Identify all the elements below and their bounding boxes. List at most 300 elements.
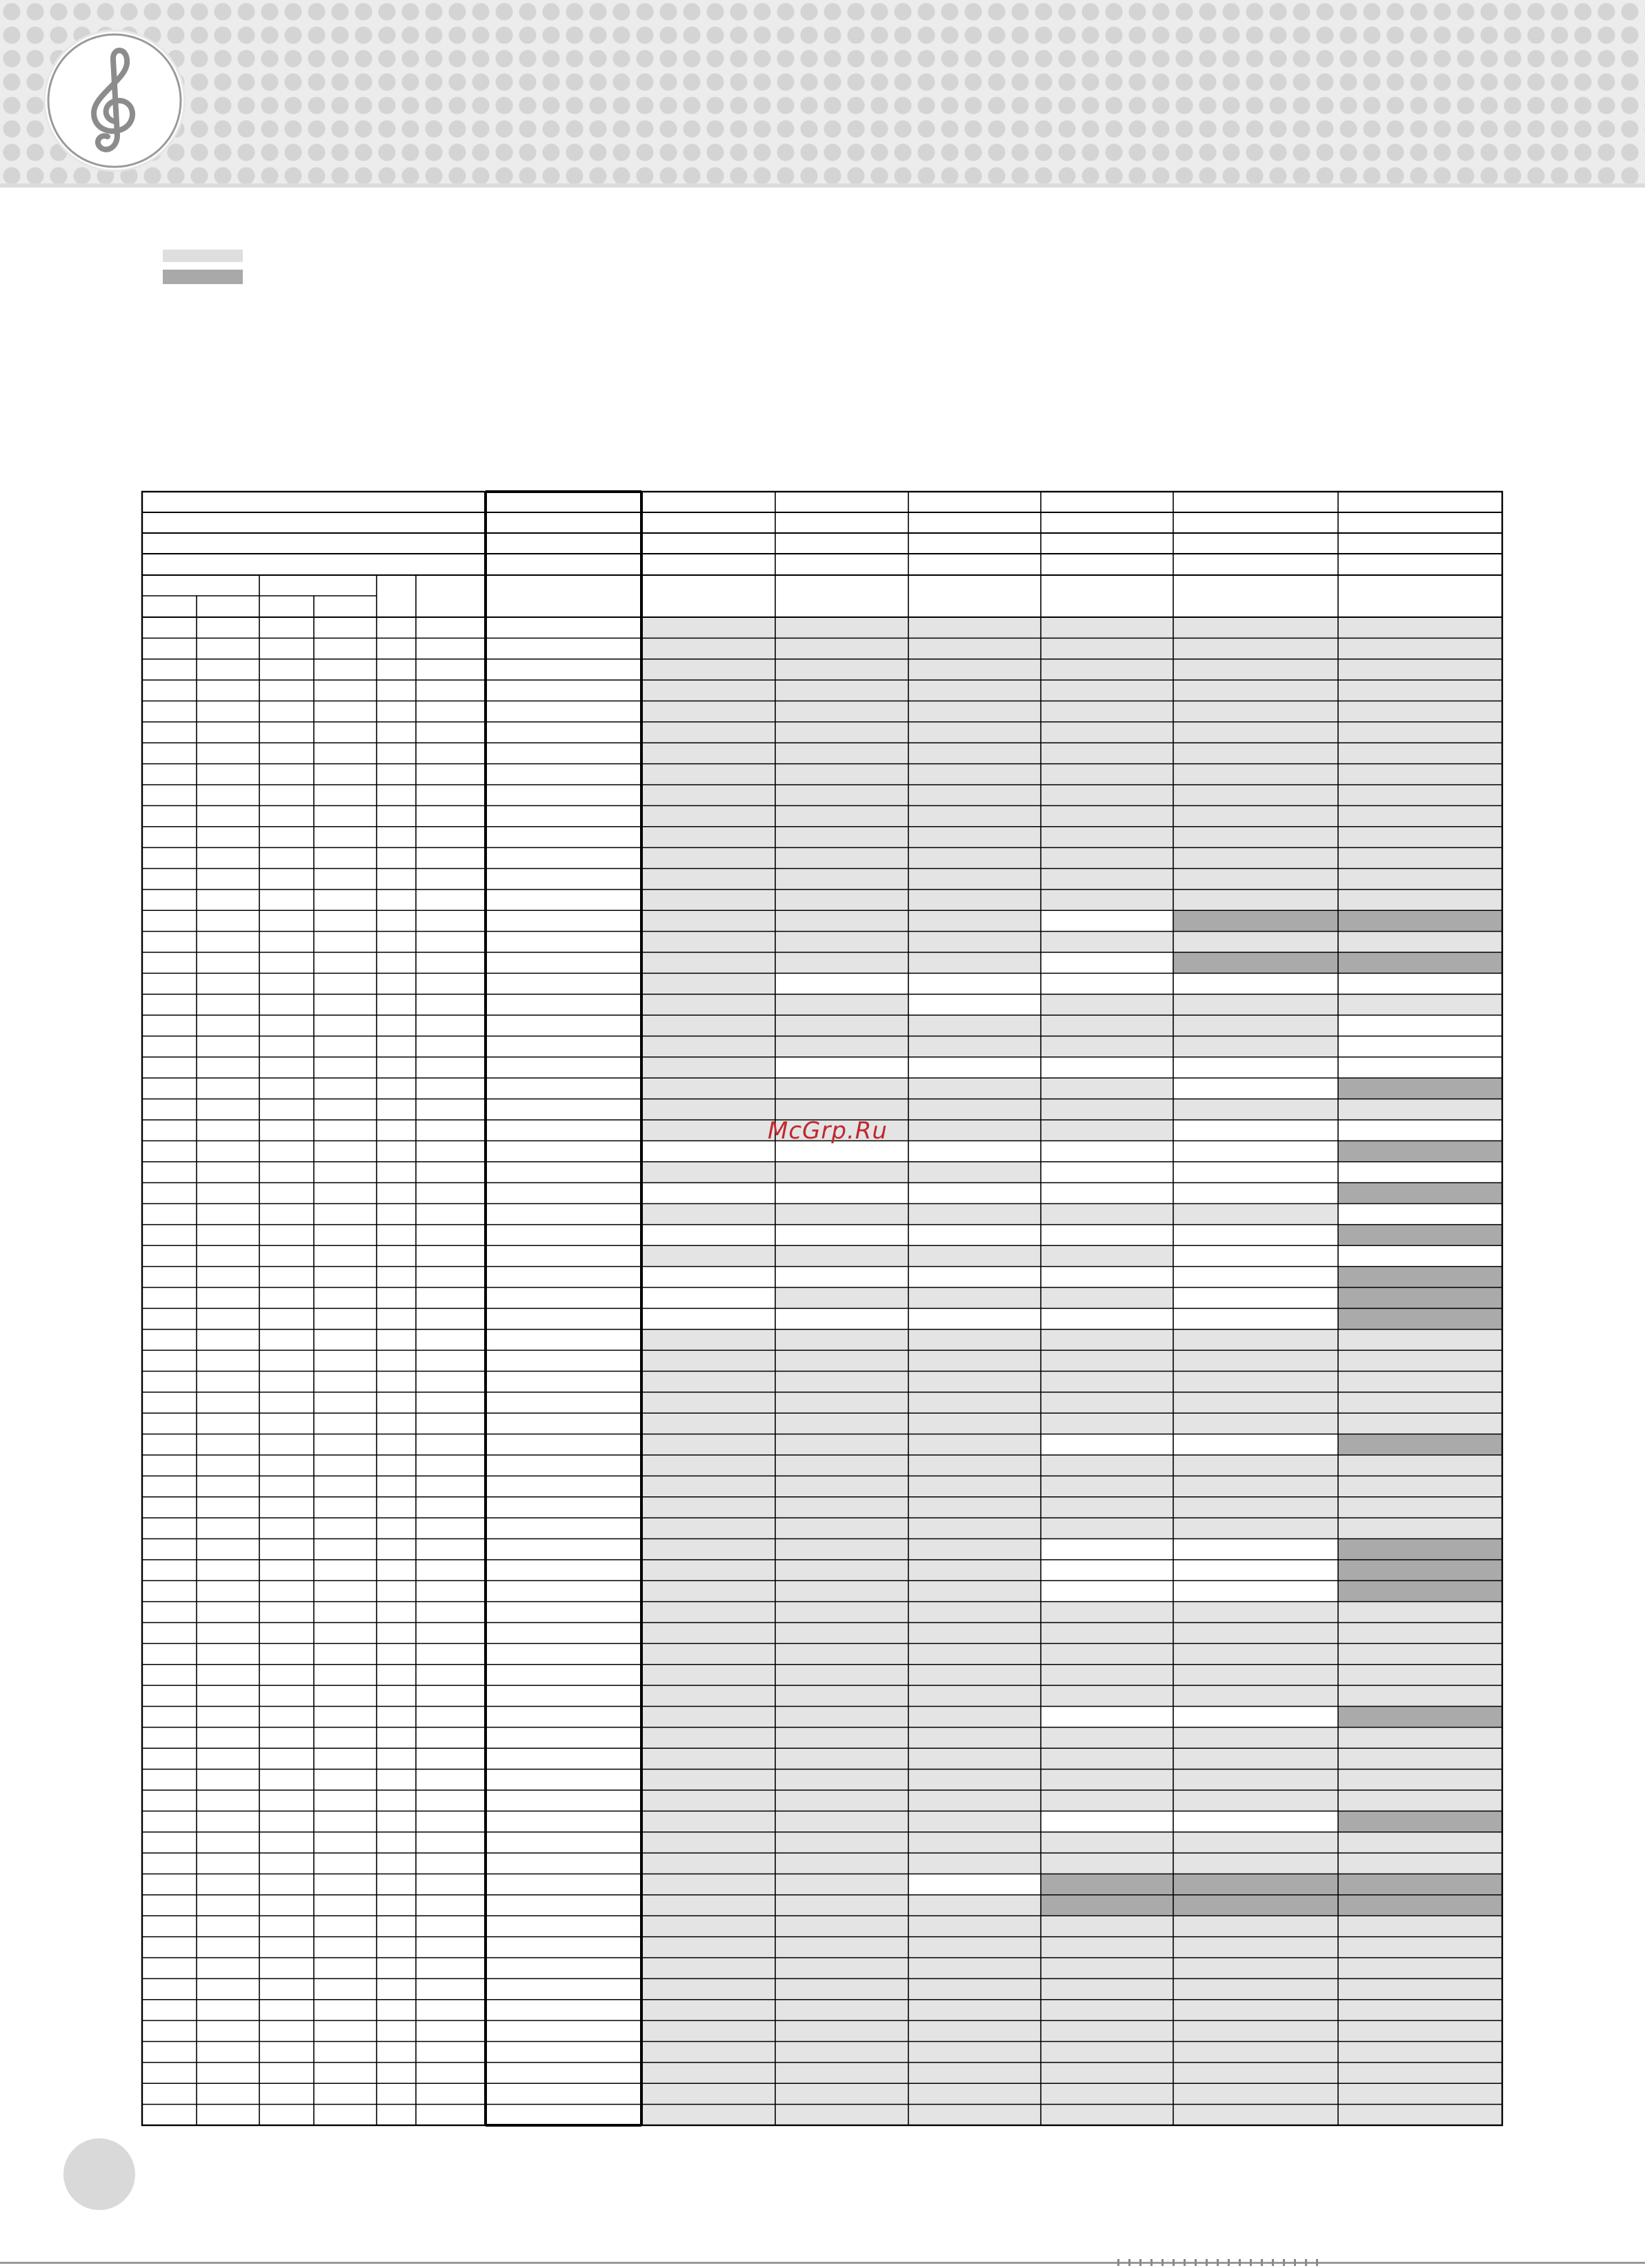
table-cell-light — [775, 952, 908, 973]
table-cell-light — [641, 1455, 775, 1476]
table-cell-light — [1173, 764, 1338, 785]
table-cell-light — [1041, 1287, 1173, 1308]
table-cell-light — [1041, 1685, 1173, 1706]
table-cell-light — [1338, 1455, 1502, 1476]
table-cell-light — [908, 1162, 1041, 1183]
table-cell-light — [641, 701, 775, 722]
table-cell-dark — [1338, 1183, 1502, 1203]
table-cell-light — [775, 1707, 908, 1727]
table-cell-light — [775, 1204, 908, 1225]
table-cell-light — [641, 764, 775, 785]
table-cell-light — [1338, 680, 1502, 701]
table-cell-light — [641, 1162, 775, 1183]
table-cell-light — [908, 1413, 1041, 1434]
table-cell-light — [1041, 1476, 1173, 1496]
table-cell-light — [908, 932, 1041, 952]
table-cell-light — [775, 1539, 908, 1560]
table-cell-light — [908, 1665, 1041, 1685]
table-cell-light — [1338, 1727, 1502, 1748]
table-cell-light — [908, 1497, 1041, 1518]
table-cell-light — [641, 1015, 775, 1036]
table-cell-light — [775, 1455, 908, 1476]
table-cell-light — [641, 973, 775, 994]
watermark-text: McGrp.Ru — [768, 1117, 888, 1145]
table-cell-light — [1041, 701, 1173, 722]
table-cell-light — [1173, 1978, 1338, 1999]
table-cell-dark — [1173, 952, 1338, 973]
table-cell-light — [908, 1120, 1041, 1141]
table-cell-dark — [1338, 1287, 1502, 1308]
table-cell-light — [1173, 1518, 1338, 1538]
table-cell-light — [908, 910, 1041, 931]
table-cell-light — [775, 1036, 908, 1057]
table-cell-light — [1173, 1958, 1338, 1978]
table-cell-light — [1173, 638, 1338, 659]
table-cell-light — [1338, 1476, 1502, 1496]
table-cell-light — [641, 1790, 775, 1811]
table-cell-light — [775, 1078, 908, 1098]
table-cell-light — [1041, 1727, 1173, 1748]
table-cell-light — [775, 1518, 908, 1538]
table-cell-light — [908, 1329, 1041, 1350]
table-cell-light — [1041, 1392, 1173, 1413]
table-cell-light — [641, 1748, 775, 1769]
table-cell-light — [775, 1832, 908, 1853]
table-cell-light — [641, 1372, 775, 1392]
table-cell-light — [908, 847, 1041, 868]
table-cell-light — [775, 1916, 908, 1936]
table-cell-light — [908, 1476, 1041, 1496]
table-cell-light — [775, 764, 908, 785]
table-cell-light — [641, 1036, 775, 1057]
table-cell-light — [775, 932, 908, 952]
table-cell-light — [641, 743, 775, 763]
table-cell-light — [641, 2105, 775, 2125]
table-cell-light — [1338, 1853, 1502, 1874]
table-cell-light — [775, 638, 908, 659]
table-cell-light — [908, 805, 1041, 826]
table-cell-light — [1041, 1937, 1173, 1958]
table-cell-light — [775, 1623, 908, 1643]
table-cell-light — [641, 617, 775, 638]
page-number-dot — [63, 2138, 135, 2210]
table-cell-light — [641, 1329, 775, 1350]
table-cell-light — [908, 1392, 1041, 1413]
table-cell-light — [641, 1958, 775, 1978]
table-cell-light — [1338, 1665, 1502, 1685]
table-cell-light — [1173, 869, 1338, 890]
table-cell-light — [908, 1727, 1041, 1748]
table-cell-light — [1173, 2042, 1338, 2063]
table-cell-light — [1173, 701, 1338, 722]
table-cell-light — [1041, 1916, 1173, 1936]
table-cell-dark — [1338, 1560, 1502, 1580]
table-cell-light — [1338, 743, 1502, 763]
table-cell-light — [1173, 1036, 1338, 1057]
table-cell-light — [908, 1518, 1041, 1538]
table-cell-light — [1173, 1790, 1338, 1811]
table-cell-light — [908, 701, 1041, 722]
table-cell-light — [1338, 2042, 1502, 2063]
table-cell-light — [908, 743, 1041, 763]
table-cell-light — [908, 2063, 1041, 2083]
table-cell-light — [641, 1665, 775, 1685]
table-cell-dark — [1338, 1141, 1502, 1161]
table-cell-light — [1041, 1372, 1173, 1392]
table-cell-light — [1041, 1978, 1173, 1999]
table-cell-light — [1173, 2000, 1338, 2020]
table-cell-light — [775, 1874, 908, 1895]
table-cell-light — [1041, 1036, 1173, 1057]
table-cell-light — [908, 680, 1041, 701]
table-cell-light — [1041, 2000, 1173, 2020]
table-cell-light — [1173, 2063, 1338, 2083]
table-cell-light — [775, 1580, 908, 1601]
footer-tick-marks — [1117, 2259, 1324, 2266]
table-cell-light — [1338, 869, 1502, 890]
table-cell-light — [775, 785, 908, 805]
table-cell-light — [908, 1539, 1041, 1560]
table-cell-light — [775, 1287, 908, 1308]
table-cell-light — [641, 1853, 775, 1874]
table-cell-light — [641, 785, 775, 805]
table-cell-dark — [1338, 952, 1502, 973]
table-cell-light — [1041, 1413, 1173, 1434]
table-cell-light — [1173, 847, 1338, 868]
table-cell-light — [1041, 743, 1173, 763]
table-cell-light — [775, 1958, 908, 1978]
table-cell-light — [1173, 1413, 1338, 1434]
table-cell-light — [908, 1623, 1041, 1643]
table-cell-light — [1041, 1665, 1173, 1685]
table-cell-light — [1173, 743, 1338, 763]
table-cell-light — [1173, 1916, 1338, 1936]
table-cell-light — [641, 2000, 775, 2020]
table-cell-light — [1338, 994, 1502, 1015]
table-cell-light — [1338, 890, 1502, 910]
table-cell-light — [641, 1916, 775, 1936]
table-cell-light — [1173, 932, 1338, 952]
table-cell-light — [908, 1811, 1041, 1832]
table-cell-light — [1173, 1853, 1338, 1874]
table-cell-light — [908, 2083, 1041, 2104]
table-cell-light — [908, 1036, 1041, 1057]
table-cell-light — [775, 2020, 908, 2041]
table-cell-light — [775, 1895, 908, 1916]
table-cell-light — [1041, 1455, 1173, 1476]
table-cell-light — [1041, 1643, 1173, 1664]
table-cell-light — [908, 1978, 1041, 1999]
table-cell-light — [1338, 764, 1502, 785]
table-cell-light — [775, 743, 908, 763]
table-cell-light — [1338, 2000, 1502, 2020]
table-cell-light — [641, 1643, 775, 1664]
table-cell-light — [1041, 680, 1173, 701]
table-cell-light — [1338, 1769, 1502, 1790]
table-cell-light — [1173, 1665, 1338, 1685]
table-cell-light — [641, 1623, 775, 1643]
table-cell-light — [775, 1978, 908, 1999]
table-cell-light — [775, 1413, 908, 1434]
table-cell-light — [908, 1350, 1041, 1371]
table-cell-light — [641, 638, 775, 659]
table-cell-light — [641, 1392, 775, 1413]
table-cell-light — [1041, 1245, 1173, 1266]
table-cell-light — [908, 1078, 1041, 1098]
table-cell-light — [641, 910, 775, 931]
table-cell-light — [1338, 1643, 1502, 1664]
table-cell-light — [908, 1685, 1041, 1706]
table-cell-light — [775, 1392, 908, 1413]
table-cell-light — [908, 1916, 1041, 1936]
table-cell-light — [908, 617, 1041, 638]
table-cell-light — [1041, 1120, 1173, 1141]
table-cell-light — [1338, 1790, 1502, 1811]
table-cell-light — [908, 1287, 1041, 1308]
table-cell-light — [908, 1707, 1041, 1727]
table-cell-light — [641, 1434, 775, 1455]
table-cell-light — [641, 932, 775, 952]
table-cell-dark — [1338, 1874, 1502, 1895]
table-cell-light — [1173, 617, 1338, 638]
table-cell-light — [1173, 1602, 1338, 1623]
table-cell-light — [908, 952, 1041, 973]
table-cell-light — [641, 722, 775, 743]
table-cell-dark — [1338, 1895, 1502, 1916]
table-cell-light — [641, 2042, 775, 2063]
table-cell-light — [908, 1602, 1041, 1623]
table-cell-light — [775, 2000, 908, 2020]
table-cell-light — [775, 1497, 908, 1518]
table-cell-light — [908, 1937, 1041, 1958]
table-cell-light — [908, 1099, 1041, 1120]
table-cell-light — [1041, 764, 1173, 785]
table-cell-dark — [1041, 1874, 1173, 1895]
table-cell-light — [1041, 638, 1173, 659]
table-cell-light — [775, 1162, 908, 1183]
table-cell-light — [908, 1643, 1041, 1664]
table-cell-light — [775, 1685, 908, 1706]
table-cell-light — [1041, 1958, 1173, 1978]
table-cell-light — [1041, 890, 1173, 910]
table-cell-light — [908, 2105, 1041, 2125]
table-cell-light — [775, 847, 908, 868]
table-cell-light — [1041, 1832, 1173, 1853]
table-cell-light — [641, 1832, 775, 1853]
table-cell-light — [908, 785, 1041, 805]
table-cell-light — [1041, 847, 1173, 868]
table-cell-light — [641, 1245, 775, 1266]
table-cell-light — [775, 1748, 908, 1769]
table-cell-light — [1338, 1916, 1502, 1936]
table-cell-light — [908, 1790, 1041, 1811]
table-cell-light — [1173, 1937, 1338, 1958]
table-cell-light — [1338, 827, 1502, 847]
table-cell-light — [1041, 1748, 1173, 1769]
table-cell-light — [641, 869, 775, 890]
table-cell-light — [775, 1476, 908, 1496]
table-cell-dark — [1173, 910, 1338, 931]
table-cell-light — [1173, 659, 1338, 680]
table-cell-light — [1338, 1602, 1502, 1623]
table-cell-light — [641, 1727, 775, 1748]
table-cell-light — [908, 1204, 1041, 1225]
table-cell-light — [1173, 890, 1338, 910]
table-cell-light — [1041, 2042, 1173, 2063]
table-cell-light — [775, 1665, 908, 1685]
table-cell-light — [775, 2063, 908, 2083]
table-cell-light — [1338, 1958, 1502, 1978]
table-cell-light — [775, 1245, 908, 1266]
table-cell-light — [775, 805, 908, 826]
table-cell-light — [641, 1937, 775, 1958]
table-cell-light — [1041, 1015, 1173, 1036]
table-cell-light — [775, 2105, 908, 2125]
table-cell-light — [641, 1978, 775, 1999]
table-cell-light — [775, 1790, 908, 1811]
table-cell-light — [641, 805, 775, 826]
table-cell-light — [908, 764, 1041, 785]
table-cell-light — [775, 722, 908, 743]
table-cell-light — [641, 2020, 775, 2041]
table-cell-light — [1173, 1685, 1338, 1706]
table-cell-light — [641, 680, 775, 701]
table-cell-light — [1041, 932, 1173, 952]
table-cell-light — [908, 1853, 1041, 1874]
table-cell-light — [1173, 1832, 1338, 1853]
table-cell-light — [1173, 1372, 1338, 1392]
table-cell-dark — [1173, 1895, 1338, 1916]
table-cell-light — [641, 890, 775, 910]
table-cell-light — [775, 1643, 908, 1664]
table-cell-light — [908, 2000, 1041, 2020]
table-cell-dark — [1338, 1078, 1502, 1098]
table-cell-light — [1338, 701, 1502, 722]
table-cell-light — [775, 1811, 908, 1832]
table-cell-light — [1338, 1350, 1502, 1371]
table-cell-light — [1041, 805, 1173, 826]
table-cell-light — [1041, 722, 1173, 743]
table-cell-light — [641, 1518, 775, 1538]
table-cell-light — [1173, 1727, 1338, 1748]
footer-rule — [0, 2262, 1645, 2264]
table-cell-light — [1041, 1623, 1173, 1643]
table-cell-light — [908, 1455, 1041, 1476]
table-cell-light — [641, 1204, 775, 1225]
table-cell-light — [1041, 1790, 1173, 1811]
table-cell-dark — [1338, 1434, 1502, 1455]
table-cell-light — [1338, 1518, 1502, 1538]
table-cell-light — [1338, 1413, 1502, 1434]
table-cell-light — [1338, 1099, 1502, 1120]
table-cell-light — [1041, 2020, 1173, 2041]
table-cell-light — [775, 1853, 908, 1874]
table-cell-light — [1173, 1350, 1338, 1371]
table-cell-light — [908, 1769, 1041, 1790]
table-cell-light — [1338, 1497, 1502, 1518]
table-cell-light — [641, 847, 775, 868]
table-cell-light — [1338, 1937, 1502, 1958]
table-cell-light — [908, 1560, 1041, 1580]
table-cell-dark — [1338, 1580, 1502, 1601]
table-cell-light — [641, 1560, 775, 1580]
table-cell-light — [1041, 1078, 1173, 1098]
table-cell-dark — [1173, 1874, 1338, 1895]
table-cell-light — [1338, 722, 1502, 743]
table-cell-light — [1173, 1015, 1338, 1036]
table-cell-light — [775, 701, 908, 722]
table-cell-light — [908, 2020, 1041, 2041]
table-cell-light — [1338, 1685, 1502, 1706]
table-cell-light — [641, 1874, 775, 1895]
table-cell-light — [1173, 2020, 1338, 2041]
table-cell-light — [775, 1769, 908, 1790]
table-cell-light — [908, 1895, 1041, 1916]
table-cell-light — [1173, 680, 1338, 701]
table-cell-light — [1338, 1623, 1502, 1643]
table-cell-light — [641, 659, 775, 680]
table-cell-light — [775, 1329, 908, 1350]
table-cell-light — [1041, 1329, 1173, 1350]
table-cell-light — [775, 869, 908, 890]
table-cell-light — [775, 827, 908, 847]
table-cell-light — [1173, 722, 1338, 743]
table-cell-light — [641, 1811, 775, 1832]
table-cell-light — [775, 680, 908, 701]
table-cell-light — [1173, 2083, 1338, 2104]
table-cell-light — [775, 2083, 908, 2104]
table-cell-light — [1173, 994, 1338, 1015]
table-cell-light — [641, 994, 775, 1015]
table-cell-dark — [1338, 1225, 1502, 1245]
table-cell-light — [908, 1748, 1041, 1769]
table-cell-light — [1173, 1329, 1338, 1350]
table-cell-light — [641, 1476, 775, 1496]
table-cell-light — [641, 1602, 775, 1623]
table-cell-light — [641, 1895, 775, 1916]
table-cell-light — [641, 1350, 775, 1371]
table-cell-dark — [1338, 1539, 1502, 1560]
table-cell-light — [1173, 1476, 1338, 1496]
table-cell-dark — [1041, 1895, 1173, 1916]
table-cell-light — [1041, 2083, 1173, 2104]
table-cell-light — [641, 1580, 775, 1601]
table-cell-light — [1041, 827, 1173, 847]
table-cell-light — [1173, 1392, 1338, 1413]
table-cell-light — [1338, 2083, 1502, 2104]
table-cell-light — [1338, 785, 1502, 805]
table-cell-light — [775, 1560, 908, 1580]
table-cell-light — [1041, 2105, 1173, 2125]
table-cell-light — [908, 869, 1041, 890]
table-cell-light — [908, 1015, 1041, 1036]
table-cell-light — [1173, 1623, 1338, 1643]
table-cell-light — [1338, 847, 1502, 868]
table-cell-light — [908, 1580, 1041, 1601]
table-cell-light — [908, 1958, 1041, 1978]
table-cell-light — [775, 659, 908, 680]
table-cell-light — [1338, 1372, 1502, 1392]
table-cell-light — [1338, 2105, 1502, 2125]
table-cell-light — [908, 638, 1041, 659]
table-cell-light — [775, 1602, 908, 1623]
table-cell-light — [641, 2083, 775, 2104]
table-cell-light — [908, 722, 1041, 743]
table-cell-dark — [1338, 1308, 1502, 1329]
table-cell-light — [775, 890, 908, 910]
table-cell-light — [1338, 638, 1502, 659]
table-cell-light — [641, 1707, 775, 1727]
